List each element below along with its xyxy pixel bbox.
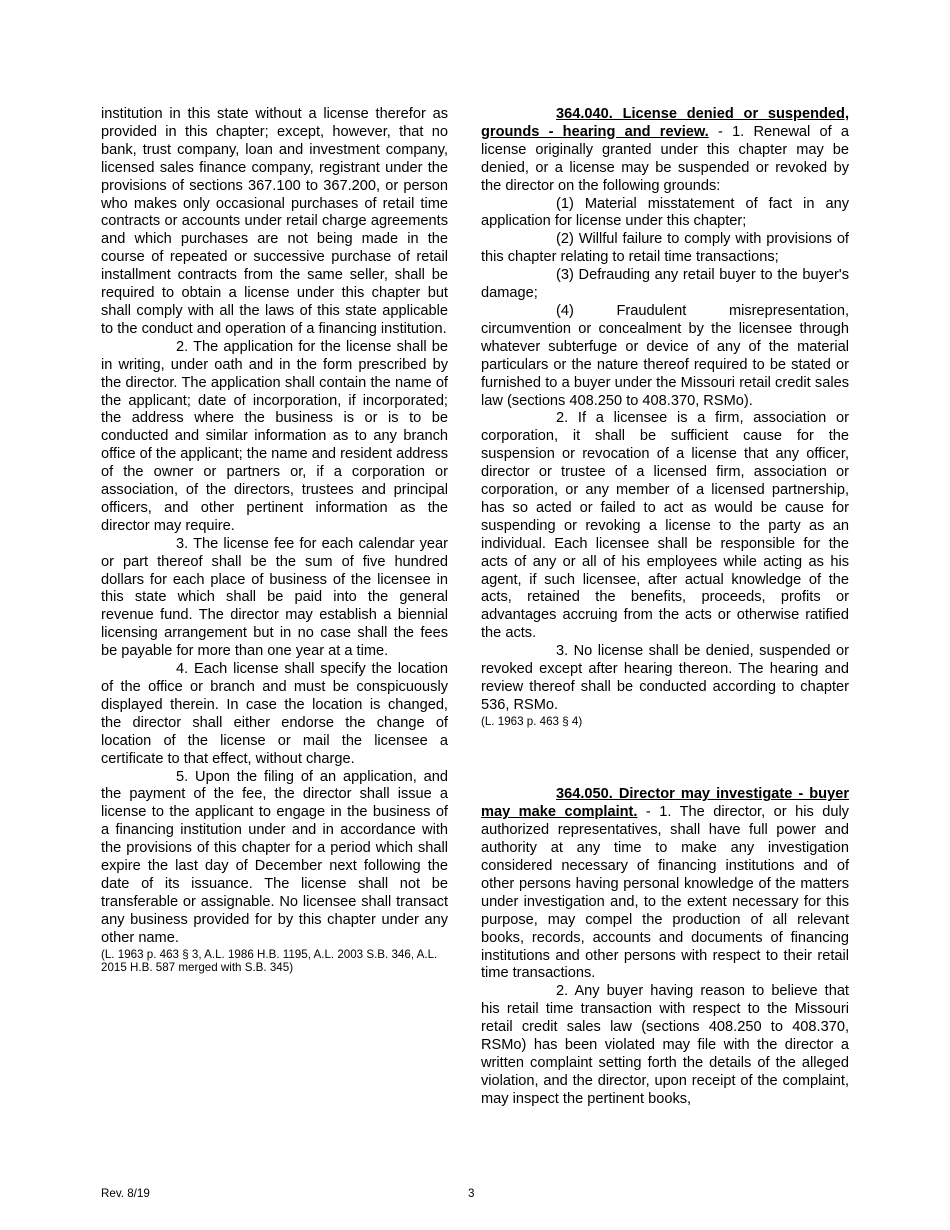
history-note: (L. 1963 p. 463 § 3, A.L. 1986 H.B. 1195, A.L. 2003 S.B. 346, A.L. 2015 H.B. 587 merged with S.B. 345) — [101, 947, 438, 975]
page-number: 3 — [468, 1187, 475, 1200]
revision-label: Rev. 8/19 — [101, 1187, 150, 1200]
left-column — [101, 106, 448, 975]
ground-1: (1) Material misstatement of fact in any application for license under this chapter; — [481, 195, 849, 230]
paragraph-5-issuance: 5. Upon the filing of an application, and the payment of the fee, the director shall issue a license to the applicant to engage in the business of a financing institution under and in accordance with the provisions of this chapter for a period which shall expire the last day of December next following the date of its issuance. The license shall not be transferable or assignable. No licensee shall transact any business provided for by this chapter under any other name. — [101, 768, 448, 946]
section-intro-text: - 1. The director, or his duly authorized representatives, shall have full power and authority at any time to make any investigation considered necessary of financing institutions and of other persons having personal knowledge of the matters under investigation and, to the extent necessary for this purpose, may compel the production of all relevant books, records, accounts and documents of financing institutions and other persons with respect to their retail time transactions. — [481, 804, 849, 982]
ground-4: (4) Fraudulent misrepresentation, circumvention or concealment by the licensee through whatever subterfuge or device of any of the material particulars or the nature thereof required to be stated or furnished to a buyer under the Missouri retail credit sales law (sections 408.250 to 408.370, RSMo). — [481, 302, 849, 409]
paragraph-4-location: 4. Each license shall specify the location of the office or branch and must be conspicuously displayed therein. In case the location is changed, the director shall either endorse the change of location of the license or mail the licensee a certificate to that effect, without charge. — [101, 661, 448, 767]
ground-2: (2) Willful failure to comply with provisions of this chapter relating to retail time transactions; — [481, 231, 849, 266]
paragraph-2-application: 2. The application for the license shall be in writing, under oath and in the form prescribed by the director. The application shall contain the name of the applicant; date of incorporation, if incorporated; the address where the business is or is to be conducted and similar information as to any branch office of the applicant; the name and resident address of the owner or partners or, if a corporation or association, of the directors, trustees and principal officers, and other pertinent information as the director may require. — [101, 338, 448, 534]
section-heading: 364.040. License denied or suspended, grounds - hearing and review. — [481, 106, 849, 140]
right-column — [481, 106, 849, 1109]
paragraph-continued: institution in this state without a license therefor as provided in this chapter; except, however, that no bank, trust company, loan and investment company, licensed sales finance company, registrant under the provisions of sections 367.100 to 367.200, or person who makes only occasional purchases of retail time contracts or accounts under retail charge agreements and which purchases are not being made in the course of repeated or successive purchase of retail installment contracts from the same seller, shall be required to obtain a license under this chapter but shall comply with all the laws of this state applicable to the conduct and operation of a financing institution. — [101, 106, 448, 337]
paragraph-3-license-fee: 3. The license fee for each calendar year or part thereof shall be the sum of five hundred dollars for each place of business of the licensee in this state which shall be paid into the general revenue fund. The director may establish a biennial licensing arrangement but in no case shall the fees be payable for more than one year at a time. — [101, 535, 448, 660]
section-364-050 — [481, 786, 849, 1108]
section-intro-text: - 1. Renewal of a license originally granted under this chapter may be denied, or a license may be suspended or revoked by the director on the following grounds: — [481, 123, 849, 194]
section-intro — [481, 106, 849, 196]
paragraph-2-complaint: 2. Any buyer having reason to believe that his retail time transaction with respect to the Missouri retail credit sales law (sections 408.250 to 408.370, RSMo) has been violated may file with the director a written complaint setting forth the details of the alleged violation, and the director, upon receipt of the complaint, may inspect the pertinent books, — [481, 983, 849, 1107]
ground-3: (3) Defrauding any retail buyer to the buyer's damage; — [481, 267, 849, 302]
history-note: (L. 1963 p. 463 § 4) — [481, 714, 583, 728]
section-spacer — [481, 728, 849, 786]
section-intro — [481, 786, 849, 983]
paragraph-2-firm: 2. If a licensee is a firm, association or corporation, it shall be sufficient cause for the suspension or revocation of a license that any officer, director or trustee of a licensed firm, association or corporation, or any member of a licensed partnership, has so acted or failed to act as would be cause for suspending or revoking a license to the party as an individual. Each licensee shall be responsible for the acts of any or all of his employees while acting as his agent, if such licensee, after actual knowledge of the acts, retained the benefits, proceeds, profits or advantages accruing from the acts or otherwise ratified the acts. — [481, 410, 849, 642]
section-364-040 — [481, 106, 849, 728]
section-heading: 364.050. Director may investigate - buyer may make complaint. — [481, 786, 849, 821]
paragraph-3-hearing: 3. No license shall be denied, suspended or revoked except after hearing thereon. The hearing and review thereof shall be conducted according to chapter 536, RSMo. — [481, 643, 849, 713]
